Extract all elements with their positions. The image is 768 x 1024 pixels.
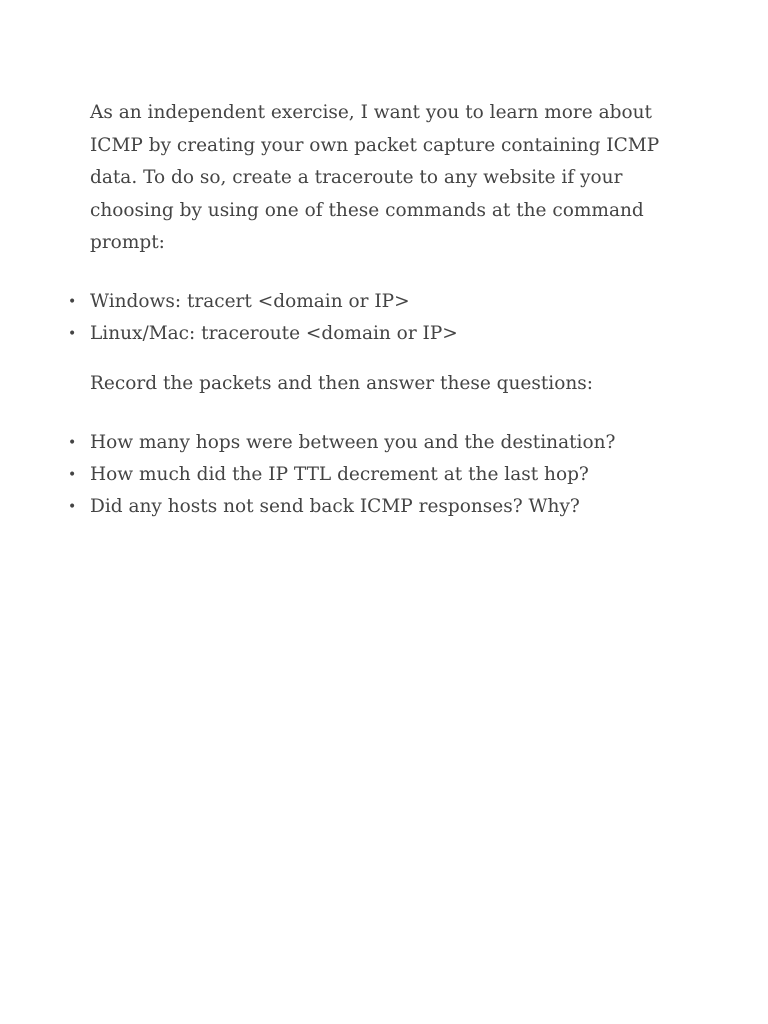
command-list: [68, 286, 690, 350]
bullet-icon: •: [68, 467, 77, 483]
question-list: [68, 427, 690, 523]
question-hops: How many hops were between you and the destination?: [90, 432, 616, 453]
list-item: [68, 286, 690, 318]
bullet-icon: •: [68, 435, 77, 451]
document-body: [68, 97, 690, 523]
intro-paragraph: As an independent exercise, I want you to learn more about ICMP by creating your own packet capture containing ICMP data. To do so, create a traceroute to any website if your choosing by using one of these commands at the command prompt:: [90, 102, 660, 253]
list-item: [68, 459, 690, 491]
question-ttl: How much did the IP TTL decrement at the last hop?: [90, 464, 589, 485]
bullet-icon: •: [68, 325, 77, 342]
bullet-icon: •: [68, 499, 77, 515]
bullet-icon: •: [68, 293, 77, 310]
list-item: [68, 318, 690, 350]
list-item: [68, 491, 690, 523]
instruction-paragraph: Record the packets and then answer these questions:: [90, 372, 593, 394]
command-linux-mac: Linux/Mac: traceroute <domain or IP>: [90, 322, 458, 344]
command-windows: Windows: tracert <domain or IP>: [90, 290, 410, 312]
question-icmp-responses: Did any hosts not send back ICMP responses? Why?: [90, 496, 580, 517]
list-item: [68, 427, 690, 459]
